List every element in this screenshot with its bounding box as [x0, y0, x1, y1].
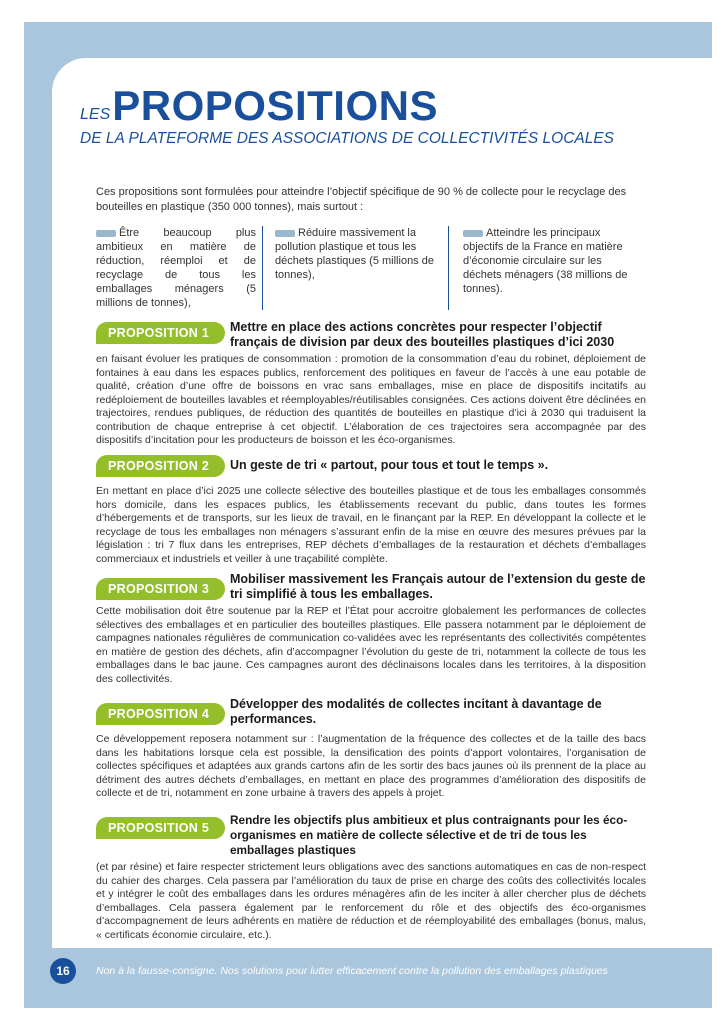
proposition-5: [96, 813, 646, 942]
objective-item: [96, 226, 262, 310]
page-subtitle: DE LA PLATEFORME DES ASSOCIATIONS DE COLLECTIVITÉS LOCALES: [80, 130, 615, 147]
proposition-3: [96, 572, 646, 686]
objectives-list: [96, 226, 656, 310]
objective-text: Être beaucoup plus ambitieux en matière de réduction, réemploi et de recyclage de tous les emballages ménagers (5 millions de tonnes),: [96, 227, 256, 309]
page-number: 16: [50, 958, 76, 984]
bullet-marker-icon: [275, 230, 295, 237]
proposition-body: en faisant évoluer les pratiques de consommation : promotion de la consommation d’eau du robinet, déploiement de fontaines à eau dans les espaces publics, renforcement des politiques en faveur de l’accès à une eau potable de qualité, création d’une offre de boissons en vrac sans emballages, mise en place de dispositifs incitatifs au redéploiement de bouteilles lavables et réemployables/réutilisables consignées. Ces actions doivent être déclinées en trajectoires, rendues publiques, de réduction des quantités de bouteilles en plastique d’ici à 2030 qui traduisent la contribution de chaque entreprise à cet objectif. L’élaboration de ces trajectoires sera accompagnée par des dispositifs d’incitation pour les producteurs de boisson et les éco-organismes.: [96, 353, 646, 446]
objective-text: Réduire massivement la pollution plastique et tous les déchets plastiques (5 millions de tonnes),: [275, 227, 434, 281]
proposition-badge: PROPOSITION 1: [96, 322, 225, 344]
bullet-marker-icon: [96, 230, 116, 237]
title-prefix: LES: [80, 106, 111, 123]
proposition-body: Cette mobilisation doit être soutenue par la REP et l’État pour accroitre globalement les performances de collectes sélectives des emballages et en particulier des bouteilles plastiques. Elle passera notamment par le déploiement de campagnes nationales régulières de communication co-validées avec les représentants des collectivités compétentes en matière de gestion des déchets, afin d’accompagner l’évolution du geste de tri, notamment la collecte de tous les emballages dans le bac jaune. Ces campagnes auront des déclinaisons locales dans les territoires, à la disposition des collectivités.: [96, 605, 646, 685]
proposition-heading: Mobiliser massivement les Français autour de l’extension du geste de tri simplifié à tous les emballages.: [230, 572, 646, 601]
title-line: [80, 84, 680, 128]
proposition-body: (et par résine) et faire respecter strictement leurs obligations avec des sanctions automatiques en cas de non-respect du cahier des charges. Cela passera par l’amélioration du taux de prise en charge des coûts des collectivités locales et y intégrer le coût des emballages dans les ordures ménagères afin de les inciter à aller chercher plus de déchets d’emballages. Cela passera également par le renforcement du rôle et des objectifs des éco-organismes d’accompagnement de leurs adhérents en matière de réduction et de réemployabilité des emballages (bonus, malus, « certificats économie circulaire, etc.).: [96, 861, 646, 941]
proposition-body: En mettant en place d’ici 2025 une collecte sélective des bouteilles plastique et de tous les emballages consommés hors domicile, dans les espaces publics, les établissements recevant du public, dans toutes les formes d’hébergements et de transports, sur les lieux de travail, en le finançant par la REP. En développant la collecte et le recyclage de tous les emballages non ménagers s’assurant enfin de la mise en œuvre des mesures prévues par la législation : tri 7 flux dans les entreprises, REP déchets d’emballages de la restauration et déchets d’emballages commerciaux et industriels et veiller à une traçabilité complète.: [96, 485, 646, 565]
proposition-4: [96, 697, 646, 801]
proposition-heading: Mettre en place des actions concrètes pour respecter l’objectif français de division par deux des bouteilles plastiques d’ici 2030: [230, 320, 615, 349]
objective-text: Atteindre les principaux objectifs de la France en matière d’économie circulaire sur les déchets ménagers (38 millions de tonnes).: [463, 227, 628, 295]
proposition-heading: Un geste de tri « partout, pour tous et tout le temps ».: [230, 458, 549, 472]
proposition-2: [96, 455, 646, 566]
page-footer: [50, 958, 710, 984]
footer-text: Non à la fausse-consigne. Nos solutions pour lutter efficacement contre la pollution des emballages plastiques: [96, 965, 608, 977]
objective-item: [448, 226, 638, 310]
proposition-badge: PROPOSITION 5: [96, 817, 225, 839]
title-block: [80, 84, 680, 148]
bullet-marker-icon: [463, 230, 483, 237]
objective-item: [262, 226, 448, 310]
intro-paragraph: Ces propositions sont formulées pour atteindre l’objectif spécifique de 90 % de collecte pour le recyclage des bouteilles en plastique (350 000 tonnes), mais surtout :: [96, 186, 627, 213]
proposition-heading: Développer des modalités de collectes incitant à davantage de performances.: [230, 697, 602, 726]
proposition-body: Ce développement reposera notamment sur : l’augmentation de la fréquence des collectes et de la taille des bacs dans les habitations lorsque cela est possible, la densification des points d’apport volontaires, l’organisation de collectes spécifiques et adaptées aux grands cartons afin de les sortir des bacs jaunes où ils prennent de la place au détriment des autres déchets d’emballages, en mettant en place des programmes d’amélioration des dispositifs de collecte et de tri, notamment en zone urbaine à travers des appels à projet.: [96, 733, 646, 799]
proposition-badge: PROPOSITION 4: [96, 703, 225, 725]
page-title: PROPOSITIONS: [112, 82, 438, 129]
proposition-1: [96, 320, 646, 448]
proposition-badge: PROPOSITION 2: [96, 455, 225, 477]
proposition-heading: Rendre les objectifs plus ambitieux et plus contraignants pour les éco-organismes en matière de collecte sélective et de tri de tous les emballages plastiques: [230, 813, 628, 857]
proposition-badge: PROPOSITION 3: [96, 578, 225, 600]
